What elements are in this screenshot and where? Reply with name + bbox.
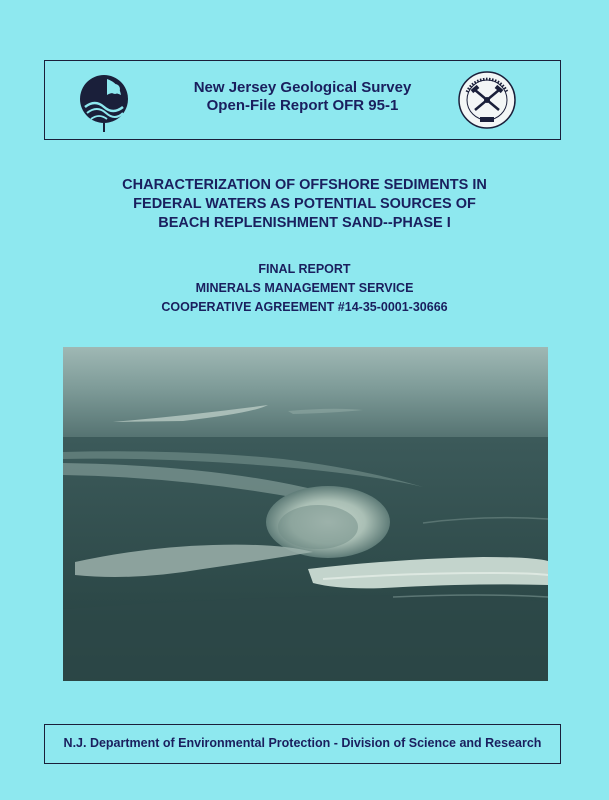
- geological-survey-seal-icon: [457, 70, 517, 130]
- aerial-coast-photo: [63, 347, 548, 681]
- report-subtitle: [0, 260, 609, 317]
- header-box: [44, 60, 561, 140]
- subtitle-line-1: FINAL REPORT: [258, 262, 351, 276]
- subtitle-line-3: COOPERATIVE AGREEMENT #14-35-0001-30666: [161, 300, 448, 314]
- footer-box: [44, 724, 561, 764]
- department-name: N.J. Department of Environmental Protection - Division of Science and Research: [63, 736, 542, 750]
- title-line-3: BEACH REPLENISHMENT SAND--PHASE I: [158, 215, 451, 231]
- report-number: Open-File Report OFR 95-1: [206, 97, 399, 114]
- title-line-2: FEDERAL WATERS AS POTENTIAL SOURCES OF: [133, 196, 476, 212]
- title-line-1: CHARACTERIZATION OF OFFSHORE SEDIMENTS IN: [122, 177, 487, 193]
- subtitle-line-2: MINERALS MANAGEMENT SERVICE: [195, 281, 414, 295]
- report-title: [0, 176, 609, 233]
- survey-name: New Jersey Geological Survey: [193, 79, 412, 96]
